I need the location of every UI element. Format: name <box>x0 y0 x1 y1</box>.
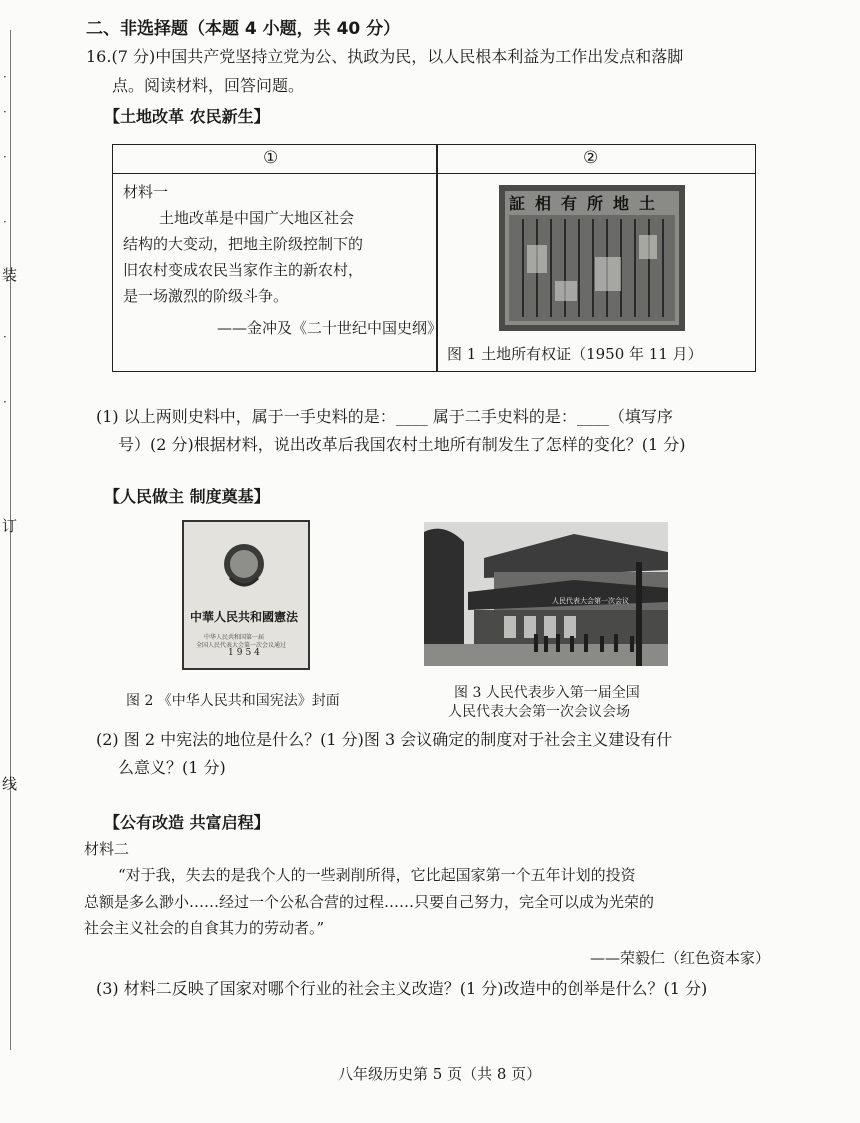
cover-subtitle1: 中华人民共和国第一届 <box>204 634 265 641</box>
table-col1-header: ① <box>263 148 279 168</box>
material1-line: 是一场激烈的阶级斗争。 <box>123 287 289 305</box>
material2-label: 材料二 <box>84 840 130 858</box>
material2-source: ——荣毅仁（红色资本家） <box>590 949 771 967</box>
table-header-row <box>113 145 755 174</box>
part2-heading: 【人民做主 制度奠基】 <box>104 487 270 506</box>
material2-line: 社会主义社会的自食其力的劳动者。” <box>84 919 325 937</box>
constitution-cover-image <box>182 520 310 670</box>
material1-line: 土地改革是中国广大地区社会 <box>159 209 355 227</box>
margin-char-ding: 订 <box>2 517 18 535</box>
figure2-caption: 图 2 《中华人民共和国宪法》封面 <box>126 693 340 709</box>
material1-source: ——金冲及《二十世纪中国史纲》 <box>217 319 443 337</box>
subquestion-1-line2: 号）(2 分)根据材料，说出改革后我国农村土地所有制发生了怎样的变化？(1 分) <box>118 435 686 454</box>
question-16-stem-line2: 点。阅读材料，回答问题。 <box>112 76 305 95</box>
table-col2-header: ② <box>583 148 599 168</box>
assembly-hall-drawing <box>424 522 668 666</box>
margin-char-xian: 线 <box>2 775 18 793</box>
hall-banner: 人民代表大会第一次会议 <box>552 597 629 605</box>
subquestion-3: (3) 材料二反映了国家对哪个行业的社会主义改造？(1 分)改造中的创举是什么？(1 分) <box>96 979 708 998</box>
subquestion-2-line1: (2) 图 2 中宪法的地位是什么？(1 分)图 3 会议确定的制度对于社会主义建设有什 <box>96 730 673 749</box>
section-title: 二、非选择题（本题 4 小题，共 40 分） <box>86 19 401 39</box>
subquestion-1-line1: (1) 以上两则史料中，属于一手史料的是：____ 属于二手史料的是：____（填写序 <box>96 407 673 426</box>
material2-line: “对于我，失去的是我个人的一些剥削所得，它比起国家第一个五年计划的投资 <box>118 866 636 884</box>
margin-dot: · <box>3 395 7 409</box>
cover-title: 中華人民共和國憲法 <box>190 610 299 624</box>
material-table <box>112 144 756 372</box>
material1-label: 材料一 <box>123 183 169 201</box>
margin-dot: · <box>3 105 7 119</box>
margin-dot: · <box>3 70 7 84</box>
material2-line: 总额是多么渺小……经过一个公私合营的过程……只要自己努力，完全可以成为光荣的 <box>84 893 655 911</box>
cover-year: 1954 <box>228 648 263 658</box>
part1-heading: 【土地改革 农民新生】 <box>104 107 270 126</box>
figure3-caption-line2: 人民代表大会第一次会议会场 <box>448 704 630 720</box>
question-16-stem-line1: 16.(7 分)中国共产党坚持立党为公、执政为民，以人民根本利益为工作出发点和落脚 <box>86 47 684 66</box>
margin-dot: · <box>3 215 7 229</box>
margin-char-zhuang: 装 <box>2 266 18 284</box>
assembly-hall-image <box>424 522 668 666</box>
land-certificate-image <box>499 185 685 331</box>
margin-dot: · <box>3 150 7 164</box>
figure1-caption: 图 1 土地所有权证（1950 年 11 月） <box>447 345 703 363</box>
part3-heading: 【公有改造 共富启程】 <box>104 813 270 832</box>
material1-line: 结构的大变动，把地主阶级控制下的 <box>123 235 364 253</box>
page-footer: 八年级历史第 5 页（共 8 页） <box>338 1065 542 1083</box>
binding-line <box>10 30 11 1050</box>
cover-subtitle2: 全国人民代表大会第一次会议通过 <box>196 642 287 649</box>
certificate-title: 証相有所地土 <box>509 194 666 213</box>
margin-dot: · <box>3 330 7 344</box>
figure3-caption-line1: 图 3 人民代表步入第一届全国 <box>454 685 640 701</box>
subquestion-2-line2: 么意义？(1 分) <box>118 758 226 777</box>
material1-line: 旧农村变成农民当家作主的新农村， <box>123 261 364 279</box>
